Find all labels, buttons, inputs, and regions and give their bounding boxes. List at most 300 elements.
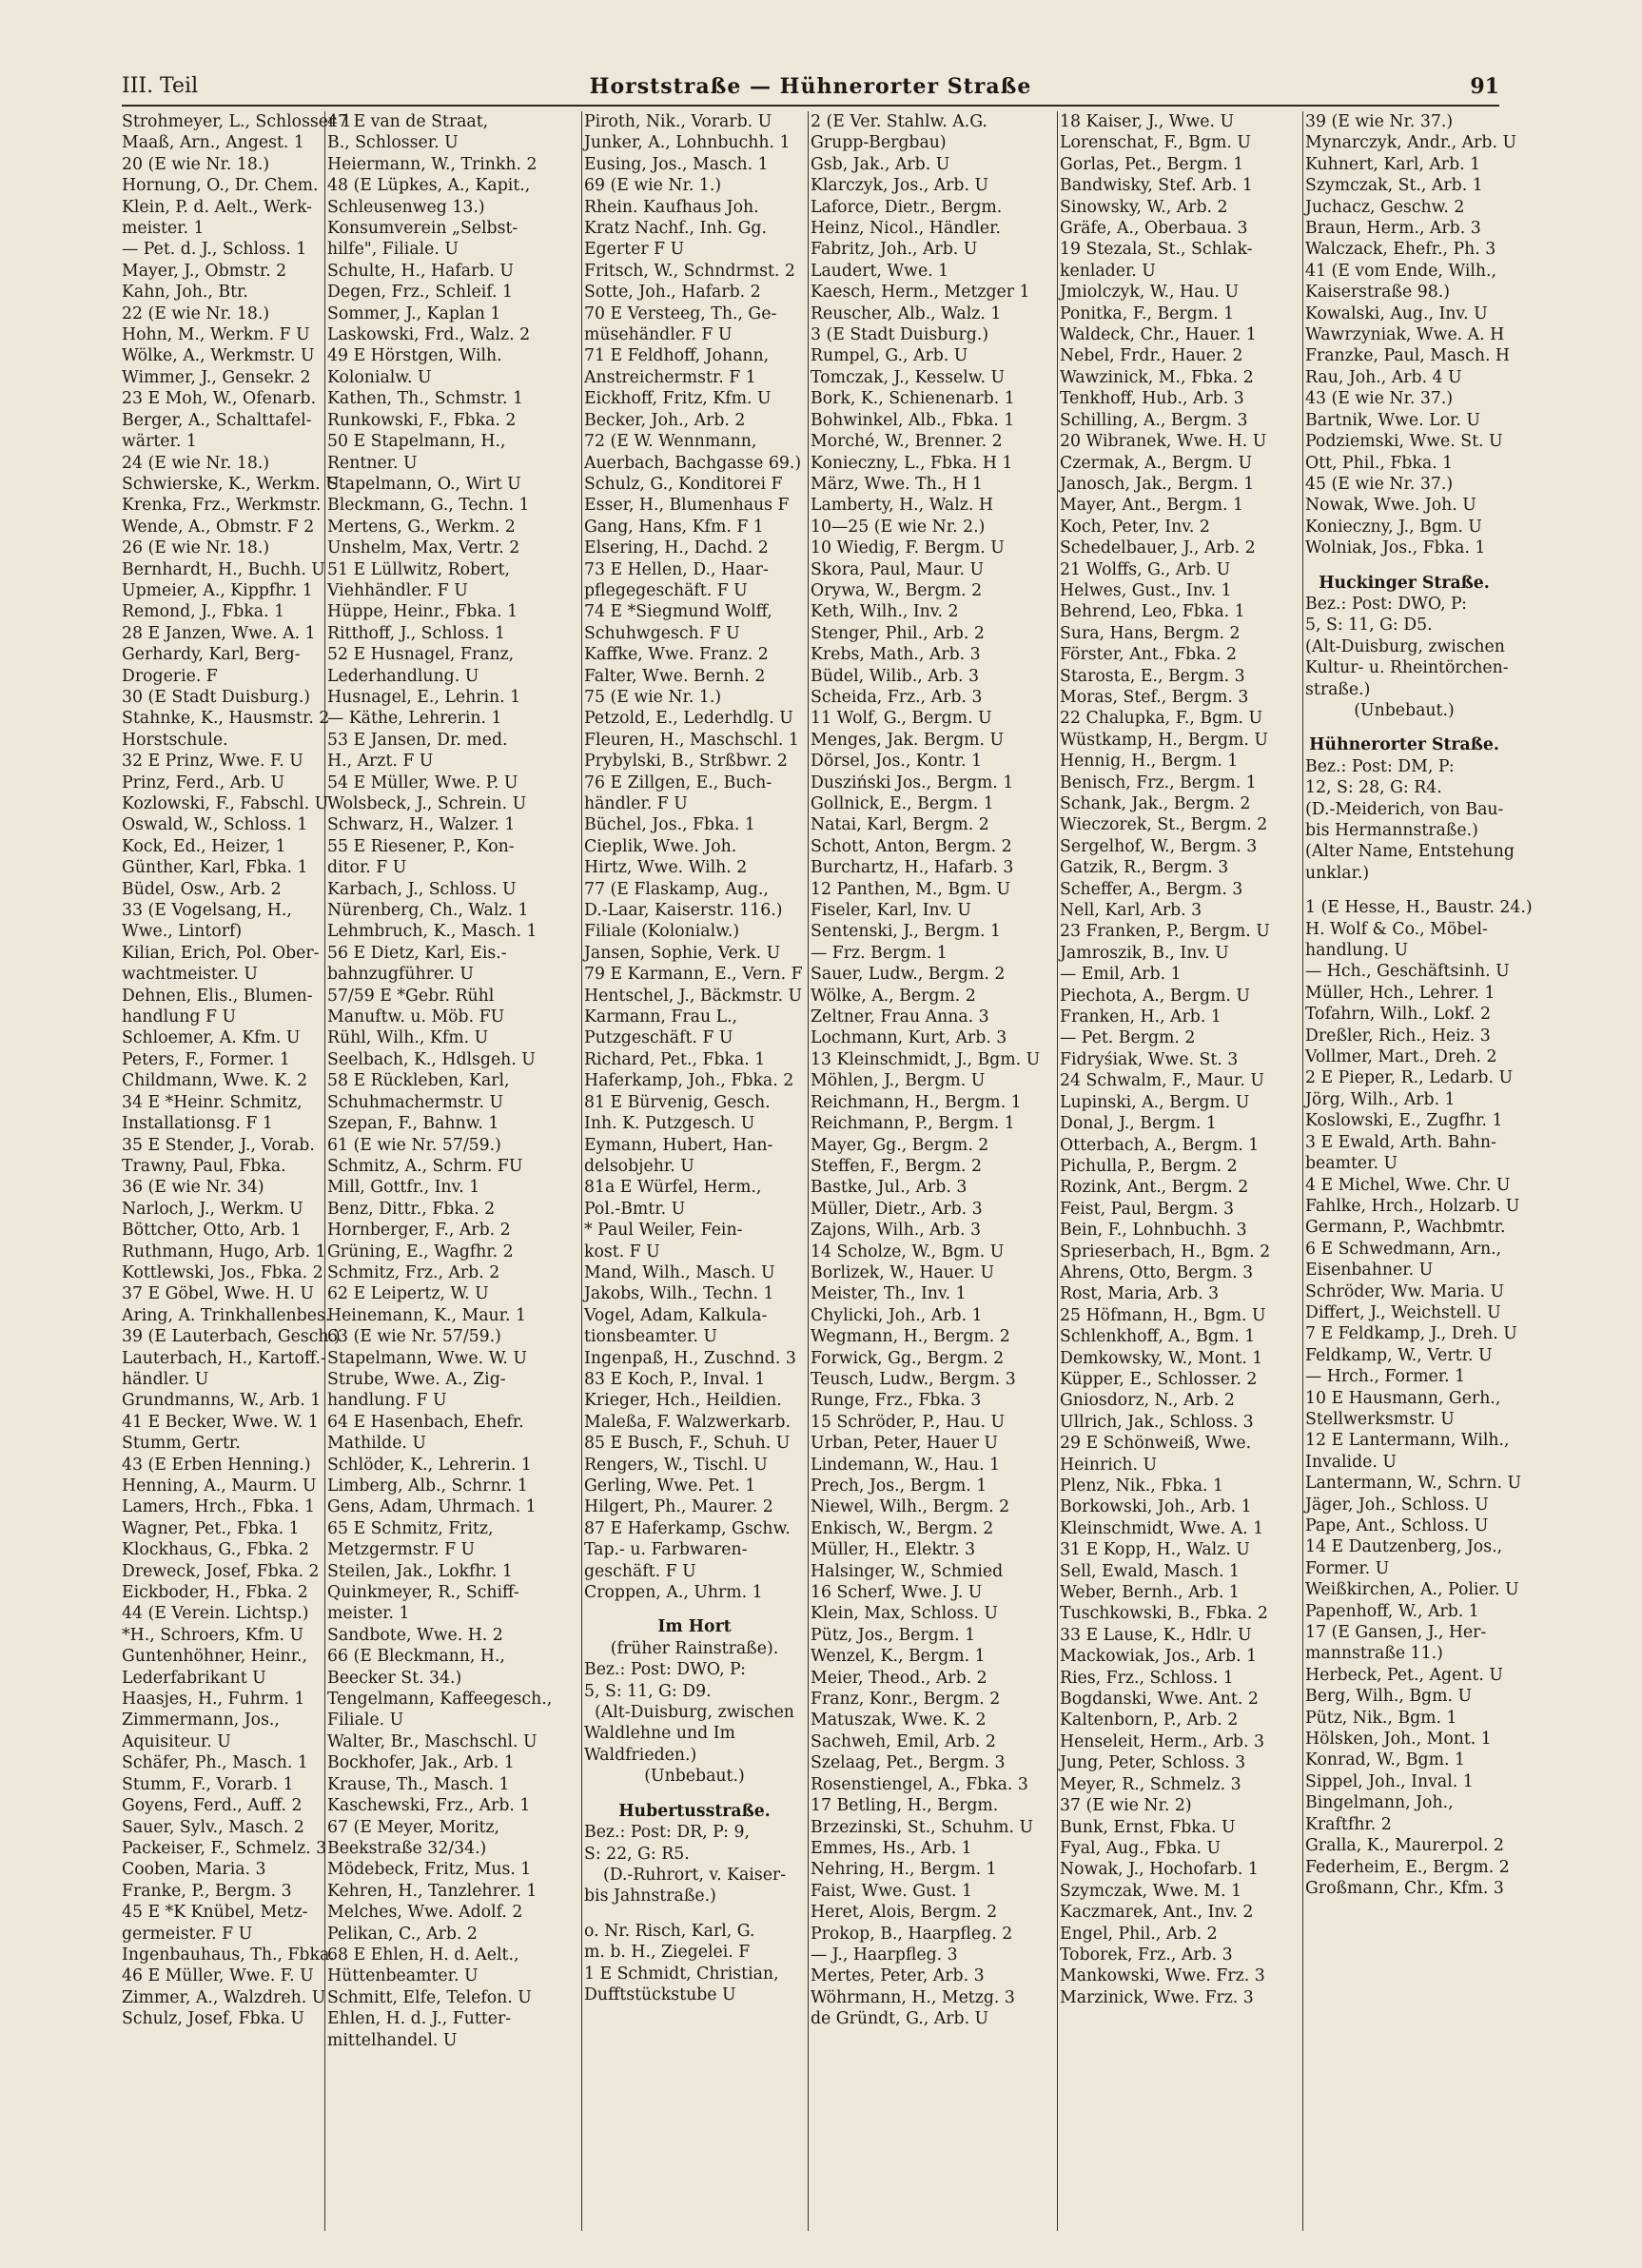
directory-entry: Pape, Ant., Schloss. U: [1305, 1516, 1489, 1535]
directory-entry: Haasjes, H., Fuhrm. 1: [122, 1690, 305, 1710]
directory-entry: Prokop, B., Haarpfleg. 2: [811, 1924, 1013, 1944]
directory-entry: Childmann, Wwe. K. 2: [122, 1071, 308, 1091]
directory-entry: Mathilde. U: [327, 1434, 426, 1454]
directory-entry: Unshelm, Max, Vertr. 2: [327, 538, 520, 558]
directory-entry: Rengers, W., Tischl. U: [584, 1455, 768, 1475]
directory-entry: Sandbote, Wwe. H. 2: [327, 1625, 503, 1645]
directory-entry: 26 (E wie Nr. 18.): [122, 538, 270, 558]
directory-entry: Dusziński Jos., Bergm. 1: [811, 772, 1014, 792]
directory-entry: 52 E Husnagel, Franz,: [327, 645, 515, 665]
directory-entry: Schröder, Ww. Maria. U: [1305, 1281, 1505, 1301]
directory-entry: — Pet. d. J., Schloss. 1: [122, 240, 307, 260]
directory-entry: Schloemer, A. Kfm. U: [122, 1028, 301, 1048]
directory-entry: Meier, Theod., Arb. 2: [811, 1668, 987, 1688]
directory-entry: Walczack, Ehefr., Ph. 3: [1305, 240, 1496, 260]
directory-entry: Wimmer, J., Gensekr. 2: [122, 367, 311, 387]
directory-entry: 3 E Ewald, Arth. Bahn-: [1305, 1132, 1496, 1152]
directory-entry: 51 E Lüllwitz, Robert,: [327, 559, 511, 579]
directory-entry: Wolsbeck, J., Schrein. U: [327, 794, 527, 813]
directory-entry: Limberg, Alb., Schrnr. 1: [327, 1476, 528, 1496]
directory-entry: Kaffke, Wwe. Franz. 2: [584, 645, 769, 665]
directory-entry: 10 Wiedig, F. Bergm. U: [811, 538, 1005, 558]
directory-entry: 22 (E wie Nr. 18.): [122, 303, 270, 323]
directory-entry: Degen, Frz., Schleif. 1: [327, 283, 514, 303]
directory-entry: Lamers, Hrch., Fbka. 1: [122, 1497, 315, 1517]
directory-entry: Jung, Peter, Schloss. 3: [1060, 1753, 1246, 1773]
directory-entry: Mayer, Gg., Bergm. 2: [811, 1135, 989, 1155]
directory-entry: Gerhardy, Karl, Berg-: [122, 645, 301, 665]
directory-entry: Schulte, H., Hafarb. U: [327, 261, 514, 281]
directory-entry: m. b. H., Ziegelei. F: [584, 1943, 751, 1963]
directory-entry: meister. 1: [122, 219, 205, 239]
directory-entry: Bez.: Post: DWO, P:: [1305, 594, 1467, 614]
directory-entry: Laforce, Dietr., Bergm.: [811, 197, 1003, 217]
directory-entry: 65 E Schmitz, Fritz,: [327, 1518, 494, 1538]
directory-entry: Wwe., Lintorf): [122, 922, 243, 942]
directory-entry: Kowalski, Aug., Inv. U: [1305, 303, 1488, 323]
street-note: (Unbebaut.): [644, 1767, 745, 1787]
directory-entry: 83 E Koch, P., Inval. 1: [584, 1369, 766, 1389]
directory-entry: Wölke, A., Bergm. 2: [811, 986, 976, 1006]
directory-entry: Trawny, Paul, Fbka.: [122, 1156, 286, 1176]
directory-entry: Hilgert, Ph., Maurer. 2: [584, 1497, 773, 1517]
directory-entry: 14 Scholze, W., Bgm. U: [811, 1242, 1005, 1261]
directory-entry: 37 E Göbel, Wwe. H. U: [122, 1284, 314, 1304]
directory-entry: Former. U: [1305, 1558, 1390, 1578]
directory-entry: Kultur- u. Rheintörchen-: [1305, 658, 1509, 678]
directory-entry: Schuhmachermstr. U: [327, 1092, 504, 1112]
directory-entry: 41 (E vom Ende, Wilh.,: [1305, 261, 1497, 281]
directory-entry: Melches, Wwe. Adolf. 2: [327, 1903, 523, 1923]
directory-entry: Weber, Bernh., Arb. 1: [1060, 1583, 1240, 1603]
directory-entry: beamter. U: [1305, 1154, 1398, 1174]
directory-entry: Brzezinski, St., Schuhm. U: [811, 1817, 1034, 1837]
directory-entry: 25 Höfmann, H., Bgm. U: [1060, 1305, 1266, 1325]
directory-entry: Filiale. U: [327, 1711, 404, 1730]
directory-entry: Borlizek, W., Hauer. U: [811, 1262, 995, 1282]
directory-entry: Marzinick, Wwe. Frz. 3: [1060, 1987, 1254, 2007]
directory-entry: Waldlehne und Im: [584, 1724, 735, 1744]
directory-entry: Hornung, O., Dr. Chem.: [122, 176, 319, 196]
directory-entry: Wöhrmann, H., Metzg. 3: [811, 1987, 1015, 2007]
directory-entry: 62 E Leipertz, W. U: [327, 1284, 489, 1304]
directory-entry: Wende, A., Obmstr. F 2: [122, 517, 315, 537]
directory-entry: — Hch., Geschäftsinh. U: [1305, 962, 1510, 982]
directory-entry: wachtmeister. U: [122, 965, 258, 985]
spacer: [1305, 884, 1503, 897]
directory-entry: Grundmanns, W., Arb. 1: [122, 1391, 322, 1411]
spacer: [1305, 559, 1503, 573]
directory-entry: Rhein. Kaufhaus Joh.: [584, 197, 759, 217]
directory-entry: Schäfer, Ph., Masch. 1: [122, 1753, 308, 1773]
directory-entry: Kaiserstraße 98.): [1305, 283, 1450, 303]
directory-entry: Franz, Konr., Bergm. 2: [811, 1690, 1001, 1710]
directory-entry: Berger, A., Schalttafel-: [122, 410, 312, 430]
directory-entry: Karbach, J., Schloss. U: [327, 879, 517, 899]
directory-entry: bahnzugführer. U: [327, 965, 474, 985]
directory-entry: Hentschel, J., Bäckmstr. U: [584, 986, 803, 1006]
directory-entry: Gsb, Jak., Arb. U: [811, 154, 950, 174]
directory-entry: 45 (E wie Nr. 37.): [1305, 474, 1454, 494]
directory-entry: Vogel, Adam, Kalkula-: [584, 1305, 768, 1325]
directory-entry: 74 E *Siegmund Wolff,: [584, 602, 772, 622]
directory-entry: meister. 1: [327, 1604, 410, 1624]
directory-entry: Bleckmann, G., Techn. 1: [327, 496, 530, 516]
directory-entry: Franzke, Paul, Masch. H: [1305, 346, 1511, 366]
directory-entry: Gang, Hans, Kfm. F 1: [584, 517, 764, 537]
directory-entry: 1 (E Hesse, H., Baustr. 24.): [1305, 898, 1533, 918]
directory-entry: Laudert, Wwe. 1: [811, 261, 949, 281]
directory-entry: 37 (E wie Nr. 2): [1060, 1796, 1192, 1816]
directory-entry: 73 E Hellen, D., Haar-: [584, 559, 769, 579]
column-1: [122, 111, 352, 2242]
directory-entry: Aquisiteur. U: [122, 1731, 231, 1751]
directory-entry: handlung. U: [1305, 941, 1409, 961]
directory-entry: 81 E Bürvenig, Gesch.: [584, 1092, 771, 1112]
directory-entry: Ott, Phil., Fbka. 1: [1305, 453, 1454, 473]
directory-entry: S: 22, G: R5.: [584, 1844, 690, 1864]
directory-entry: Rau, Joh., Arb. 4 U: [1305, 367, 1462, 387]
directory-entry: 7 E Feldkamp, J., Dreh. U: [1305, 1324, 1517, 1344]
directory-entry: Rumpel, G., Arb. U: [811, 346, 968, 366]
directory-entry: Müller, Dietr., Arb. 3: [811, 1199, 983, 1219]
directory-entry: Beekstraße 32/34.): [327, 1838, 487, 1858]
directory-entry: 10 E Hausmann, Gerh.,: [1305, 1388, 1501, 1408]
directory-entry: Oswald, W., Schloss. 1: [122, 815, 308, 835]
directory-entry: 22 Chalupka, F., Bgm. U: [1060, 709, 1263, 729]
directory-entry: Hohn, M., Werkm. F U: [122, 325, 310, 345]
directory-entry: Horstschule.: [122, 730, 228, 750]
directory-entry: Becker, Joh., Arb. 2: [584, 410, 746, 430]
directory-entry: 33 (E Vogelsang, H.,: [122, 901, 292, 921]
directory-entry: B., Schlosser. U: [327, 133, 459, 153]
directory-entry: Mayer, J., Obmstr. 2: [122, 261, 287, 281]
directory-entry: Schulz, G., Konditorei F: [584, 474, 783, 494]
directory-entry: Benz, Dittr., Fbka. 2: [327, 1199, 496, 1219]
directory-entry: Piroth, Nik., Vorarb. U: [584, 112, 772, 131]
directory-entry: Konsumverein „Selbst-: [327, 219, 518, 239]
directory-entry: Großmann, Chr., Kfm. 3: [1305, 1878, 1504, 1898]
directory-entry: Pichulla, P., Bergm. 2: [1060, 1156, 1238, 1176]
directory-entry: Böttcher, Otto, Arb. 1: [122, 1221, 302, 1241]
directory-entry: 17 Betling, H., Bergm.: [811, 1796, 999, 1816]
directory-entry: Tuschkowski, B., Fbka. 2: [1060, 1604, 1268, 1624]
directory-entry: Fahlke, Hrch., Holzarb. U: [1305, 1196, 1520, 1216]
directory-entry: Steilen, Jak., Lokfhr. 1: [327, 1561, 513, 1581]
directory-entry: Runkowski, F., Fbka. 2: [327, 410, 517, 430]
directory-entry: mittelhandel. U: [327, 2030, 458, 2050]
directory-entry: Müller, H., Elektr. 3: [811, 1540, 976, 1560]
spacer: [584, 1907, 805, 1921]
directory-entry: Klein, P. d. Aelt., Werk-: [122, 197, 312, 217]
directory-entry: 21 Wolffs, G., Arb. U: [1060, 559, 1231, 579]
directory-entry: Pütz, Nik., Bgm. 1: [1305, 1708, 1457, 1728]
directory-entry: Wölke, A., Werkmstr. U: [122, 346, 315, 366]
directory-entry: 33 E Lause, K., Hdlr. U: [1060, 1625, 1252, 1645]
directory-entry: 70 E Versteeg, Th., Ge-: [584, 303, 777, 323]
directory-entry: Schilling, A., Bergm. 3: [1060, 410, 1248, 430]
directory-entry: händler. U: [122, 1369, 209, 1389]
directory-entry: Weißkirchen, A., Polier. U: [1305, 1580, 1519, 1600]
directory-entry: Emmes, Hs., Arb. 1: [811, 1838, 972, 1858]
directory-entry: Eusing, Jos., Masch. 1: [584, 154, 769, 174]
directory-entry: * Paul Weiler, Fein-: [584, 1221, 743, 1241]
directory-entry: straße.): [1305, 679, 1371, 699]
directory-entry: Nehring, H., Bergm. 1: [811, 1860, 997, 1880]
directory-entry: Heret, Alois, Bergm. 2: [811, 1903, 998, 1923]
directory-entry: Pütz, Jos., Bergm. 1: [811, 1625, 976, 1645]
directory-entry: 24 (E wie Nr. 18.): [122, 453, 270, 473]
directory-entry: germeister. F U: [122, 1924, 253, 1944]
directory-entry: Stenger, Phil., Arb. 2: [811, 623, 985, 643]
directory-entry: Waldeck, Chr., Hauer. 1: [1060, 325, 1257, 345]
directory-entry: Stumm, F., Vorarb. 1: [122, 1774, 294, 1794]
directory-entry: Krebs, Math., Arb. 3: [811, 645, 981, 665]
directory-entry: Sprieserbach, H., Bgm. 2: [1060, 1242, 1271, 1261]
directory-entry: Petzold, E., Lederhdlg. U: [584, 709, 793, 729]
directory-entry: Hornberger, F., Arb. 2: [327, 1221, 511, 1241]
directory-entry: Mayer, Ant., Bergm. 1: [1060, 496, 1243, 516]
directory-entry: Küpper, E., Schlosser. 2: [1060, 1369, 1258, 1389]
directory-entry: Heinrich. U: [1060, 1455, 1158, 1475]
directory-entry: Möhlen, J., Bergm. U: [811, 1071, 986, 1091]
directory-entry: Koch, Peter, Inv. 2: [1060, 517, 1210, 537]
directory-entry: Lamberty, H., Walz. H: [811, 496, 993, 516]
directory-entry: Bork, K., Schienenarb. 1: [811, 389, 1015, 409]
directory-entry: Dehnen, Elis., Blumen-: [122, 986, 313, 1006]
directory-entry: Meyer, R., Schmelz. 3: [1060, 1774, 1241, 1794]
directory-entry: 28 E Janzen, Wwe. A. 1: [122, 623, 316, 643]
directory-entry: Viehhändler. F U: [327, 580, 468, 600]
directory-entry: 77 (E Flaskamp, Aug.,: [584, 879, 769, 899]
directory-entry: 30 (E Stadt Duisburg.): [122, 687, 311, 707]
directory-entry: — Emil, Arb. 1: [1060, 965, 1182, 985]
directory-entry: Schwierske, K., Werkm. U: [122, 474, 340, 494]
directory-entry: Rozink, Ant., Bergm. 2: [1060, 1178, 1249, 1198]
directory-entry: Jansen, Sophie, Verk. U: [584, 943, 781, 963]
spacer: [584, 1603, 805, 1616]
directory-entry: Hirtz, Wwe. Wilh. 2: [584, 858, 748, 878]
directory-entry: Mödebeck, Fritz, Mus. 1: [327, 1860, 532, 1880]
directory-entry: Kolonialw. U: [327, 367, 432, 387]
directory-entry: — Käthe, Lehrerin. 1: [327, 709, 502, 729]
directory-entry: Szymczak, Wwe. M. 1: [1060, 1881, 1242, 1901]
directory-entry: Jäger, Joh., Schloss. U: [1305, 1495, 1489, 1515]
directory-entry: bis Jahnstraße.): [584, 1887, 716, 1906]
directory-entry: hilfe", Filiale. U: [327, 240, 459, 260]
street-heading: Im Hort: [657, 1617, 732, 1637]
directory-entry: Bez.: Post: DM, P:: [1305, 756, 1455, 776]
directory-entry: Ehlen, H. d. J., Futter-: [327, 2009, 512, 2029]
directory-entry: Faist, Wwe. Gust. 1: [811, 1881, 972, 1901]
directory-entry: Borkowski, Joh., Arb. 1: [1060, 1497, 1252, 1517]
directory-entry: Packeiser, F., Schmelz. 3: [122, 1838, 327, 1858]
street-note: (Alt-Duisburg, zwischen: [595, 1703, 794, 1723]
directory-entry: Rühl, Wilh., Kfm. U: [327, 1028, 489, 1048]
directory-entry: Waldfrieden.): [584, 1745, 697, 1765]
directory-entry: Kozlowski, F., Fabschl. U: [122, 794, 329, 813]
directory-entry: Schmitz, A., Schrm. FU: [327, 1156, 523, 1176]
directory-entry: Schleusenweg 13.): [327, 197, 485, 217]
directory-entry: Tenkhoff, Hub., Arb. 3: [1060, 389, 1244, 409]
directory-entry: Lederhandlung. U: [327, 666, 479, 686]
directory-entry: 23 Franken, P., Bergm. U: [1060, 922, 1270, 942]
directory-entry: Hüppe, Heinr., Fbka. 1: [327, 602, 518, 622]
directory-entry: Ullrich, Jak., Schloss. 3: [1060, 1412, 1254, 1432]
directory-entry: Stapelmann, Wwe. W. U: [327, 1348, 527, 1368]
directory-entry: Bohwinkel, Alb., Fbka. 1: [811, 410, 1015, 430]
directory-entry: Schank, Jak., Bergm. 2: [1060, 794, 1251, 813]
directory-entry: 17 (E Gansen, J., Her-: [1305, 1623, 1487, 1643]
directory-entry: Konieczny, J., Bgm. U: [1305, 517, 1482, 537]
directory-entry: Steffen, F., Bergm. 2: [811, 1156, 983, 1176]
directory-entry: delsobjehr. U: [584, 1156, 694, 1176]
directory-entry: *H., Schroers, Kfm. U: [122, 1625, 304, 1645]
directory-entry: Donal, J., Bergm. 1: [1060, 1114, 1217, 1134]
directory-entry: Urban, Peter, Hauer U: [811, 1434, 998, 1454]
directory-entry: 81a E Würfel, Herm.,: [584, 1178, 762, 1198]
directory-entry: 16 Scherf, Wwe. J. U: [811, 1583, 983, 1603]
directory-entry: Lantermann, W., Schrn. U: [1305, 1474, 1522, 1494]
directory-entry: Gatzik, R., Bergm. 3: [1060, 858, 1229, 878]
directory-entry: 69 (E wie Nr. 1.): [584, 176, 722, 196]
directory-entry: Schott, Anton, Bergm. 2: [811, 836, 1012, 856]
directory-entry: 64 E Hasenbach, Ehefr.: [327, 1412, 524, 1432]
directory-entry: müsehändler. F U: [584, 325, 733, 345]
directory-entry: Esser, H., Blumenhaus F: [584, 496, 790, 516]
directory-entry: 72 (E W. Wennmann,: [584, 432, 757, 452]
directory-entry: Dörsel, Jos., Kontr. 1: [811, 752, 983, 772]
directory-entry: Grüning, E., Wagfhr. 2: [327, 1242, 514, 1261]
directory-entry: Morché, W., Brenner. 2: [811, 432, 1003, 452]
directory-entry: Junker, A., Lohnbuchh. 1: [584, 133, 791, 153]
directory-entry: Jakobs, Wilh., Techn. 1: [584, 1284, 774, 1304]
directory-entry: Bez.: Post: DWO, P:: [584, 1660, 746, 1680]
directory-entry: Walter, Br., Maschschl. U: [327, 1731, 538, 1751]
directory-entry: Zimmer, A., Walzdreh. U: [122, 1987, 326, 2007]
directory-entry: Szelaag, Pet., Bergm. 3: [811, 1753, 1006, 1773]
directory-entry: Feldkamp, W., Vertr. U: [1305, 1345, 1493, 1365]
directory-entry: Stahnke, K., Hausmstr. 2: [122, 709, 330, 729]
directory-entry: Büchel, Jos., Fbka. 1: [584, 815, 755, 835]
directory-entry: Reichmann, H., Bergm. 1: [811, 1092, 1022, 1112]
directory-entry: — Hrch., Former. 1: [1305, 1367, 1466, 1387]
directory-entry: Upmeier, A., Kippfhr. 1: [122, 580, 313, 600]
directory-entry: Schlenkhoff, A., Bgm. 1: [1060, 1327, 1256, 1347]
directory-entry: Rost, Maria, Arb. 3: [1060, 1284, 1220, 1304]
directory-entry: Schwarz, H., Walzer. 1: [327, 815, 516, 835]
directory-entry: Bartnik, Wwe. Lor. U: [1305, 410, 1480, 430]
directory-entry: 67 (E Meyer, Moritz,: [327, 1817, 500, 1837]
directory-entry: Auerbach, Bachgasse 69.): [584, 453, 802, 473]
directory-entry: Bernhardt, H., Buchh. U: [122, 559, 325, 579]
directory-entry: Filiale (Kolonialw.): [584, 922, 740, 942]
directory-entry: 18 Kaiser, J., Wwe. U: [1060, 112, 1235, 131]
street-note: (früher Rainstraße).: [610, 1638, 779, 1658]
directory-entry: Konrad, W., Bgm. 1: [1305, 1750, 1465, 1770]
directory-entry: Helwes, Gust., Inv. 1: [1060, 580, 1232, 600]
street-note: (Alter Name, Entstehung: [1305, 842, 1515, 862]
directory-entry: Grupp-Bergbau): [811, 133, 947, 153]
directory-entry: Ingenpaß, H., Zuschnd. 3: [584, 1348, 796, 1368]
directory-entry: Sentenski, J., Bergm. 1: [811, 922, 1002, 942]
directory-entry: 24 Schwalm, F., Maur. U: [1060, 1071, 1264, 1091]
directory-entry: Franke, P., Bergm. 3: [122, 1881, 292, 1901]
directory-entry: 20 Wibranek, Wwe. H. U: [1060, 432, 1267, 452]
directory-entry: 12 Panthen, M., Bgm. U: [811, 879, 1011, 899]
directory-entry: Krenka, Frz., Werkmstr.: [122, 496, 322, 516]
directory-entry: Mynarczyk, Andr., Arb. U: [1305, 133, 1517, 153]
directory-entry: 6 E Schwedmann, Arn.,: [1305, 1239, 1502, 1259]
directory-entry: Pol.-Bmtr. U: [584, 1199, 686, 1219]
directory-entry: Elsering, H., Dachd. 2: [584, 538, 769, 558]
directory-entry: 50 E Stapelmann, H.,: [327, 432, 506, 452]
directory-entry: Guntenhöhner, Heinr.,: [122, 1647, 308, 1667]
directory-entry: Kathen, Th., Schmstr. 1: [327, 389, 523, 409]
directory-entry: Manuftw. u. Möb. FU: [327, 1007, 505, 1027]
directory-entry: Dreweck, Josef, Fbka. 2: [122, 1561, 320, 1581]
directory-entry: Enkisch, W., Bergm. 2: [811, 1518, 994, 1538]
directory-entry: Sauer, Ludw., Bergm. 2: [811, 965, 1006, 985]
directory-entry: 53 E Jansen, Dr. med.: [327, 730, 508, 750]
directory-entry: Zeltner, Frau Anna. 3: [811, 1007, 989, 1027]
directory-entry: Eisenbahner. U: [1305, 1261, 1434, 1281]
directory-entry: Runge, Frz., Fbka. 3: [811, 1391, 982, 1411]
column-4: [811, 111, 1054, 2242]
directory-entry: Szepan, F., Bahnw. 1: [327, 1114, 499, 1134]
directory-entry: Quinkmeyer, R., Schiff-: [327, 1583, 519, 1603]
directory-entry: Bez.: Post: DR, P: 9,: [584, 1823, 750, 1843]
directory-entry: Remond, J., Fbka. 1: [122, 602, 285, 622]
directory-entry: Maaß, Arn., Angest. 1: [122, 133, 304, 153]
directory-entry: Stellwerksmstr. U: [1305, 1409, 1455, 1429]
directory-entry: tionsbeamter. U: [584, 1327, 717, 1347]
directory-entry: Gollnick, E., Bergm. 1: [811, 794, 994, 813]
directory-entry: 2 (E Ver. Stahlw. A.G.: [811, 112, 987, 131]
directory-entry: Niewel, Wilh., Bergm. 2: [811, 1497, 1010, 1517]
directory-entry: Wüstkamp, H., Bergm. U: [1060, 730, 1268, 750]
directory-entry: Kehren, H., Tanzlehrer. 1: [327, 1881, 538, 1901]
directory-entry: Aring, A. Trinkhallenbes.: [122, 1305, 331, 1325]
directory-entry: Kaschewski, Frz., Arb. 1: [327, 1796, 531, 1816]
directory-entry: Fabritz, Joh., Arb. U: [811, 240, 978, 260]
directory-entry: Teusch, Ludw., Bergm. 3: [811, 1369, 1016, 1389]
directory-entry: Sergelhof, W., Bergm. 3: [1060, 836, 1258, 856]
directory-entry: händler. F U: [584, 794, 688, 813]
directory-entry: Fidryśiak, Wwe. St. 3: [1060, 1049, 1239, 1069]
directory-entry: Wenzel, K., Bergm. 1: [811, 1647, 986, 1667]
directory-entry: Ritthoff, J., Schloss. 1: [327, 623, 505, 643]
directory-entry: geschäft. F U: [584, 1561, 696, 1581]
directory-entry: Fritsch, W., Schndrmst. 2: [584, 261, 795, 281]
directory-entry: Konieczny, L., Fbka. H 1: [811, 453, 1013, 473]
directory-entry: 43 (E Erben Henning.): [122, 1455, 311, 1475]
directory-entry: Berg, Wilh., Bgm. U: [1305, 1687, 1473, 1707]
directory-entry: Franken, H., Arb. 1: [1060, 1007, 1222, 1027]
directory-entry: 3 (E Stadt Duisburg.): [811, 325, 989, 345]
directory-entry: Reuscher, Alb., Walz. 1: [811, 303, 1002, 323]
street-heading: Hubertusstraße.: [618, 1801, 771, 1821]
directory-entry: 12, S: 28, G: R4.: [1305, 778, 1442, 798]
directory-entry: Rosenstiengel, A., Fbka. 3: [811, 1774, 1028, 1794]
directory-entry: Lochmann, Kurt, Arb. 3: [811, 1028, 1007, 1048]
directory-entry: Halsinger, W., Schmied: [811, 1561, 1004, 1581]
directory-entry: Kilian, Erich, Pol. Ober-: [122, 943, 320, 963]
street-note: (D.-Meiderich, von Bau-: [1305, 799, 1504, 819]
directory-entry: Sotte, Joh., Hafarb. 2: [584, 283, 761, 303]
directory-entry: Koslowski, E., Zugfhr. 1: [1305, 1111, 1503, 1131]
column-divider: [324, 111, 325, 2231]
